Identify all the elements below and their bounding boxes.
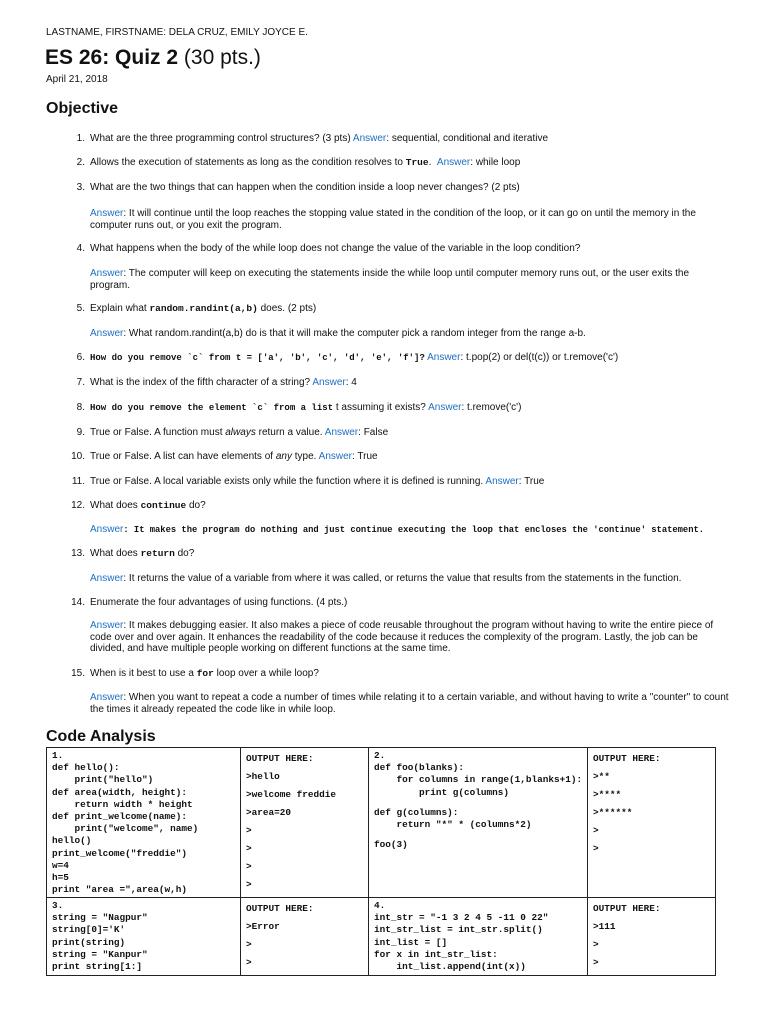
output-line: > <box>246 957 252 968</box>
answer-text: : while loop <box>470 157 521 168</box>
code-line: def print_welcome(name): <box>52 811 188 823</box>
answer-3 <box>90 208 730 231</box>
question-number: 13. <box>71 548 85 559</box>
output-header: OUTPUT HERE: <box>246 903 314 914</box>
code-line: 2. <box>374 750 386 761</box>
output-line: > <box>246 879 252 890</box>
answer-label: Answer <box>312 377 346 388</box>
answer-label: Answer <box>90 268 124 279</box>
output-line: >**** <box>593 789 622 800</box>
answer-label: Answer <box>90 692 124 703</box>
question-text: True or False. A function must <box>90 427 223 438</box>
code-cell-1 <box>47 748 241 898</box>
answer-4 <box>90 268 730 291</box>
code-line: int_list.append(int(x)) <box>374 961 526 973</box>
question-text: Allows the execution of statements as long as the condition resolves to <box>90 157 403 168</box>
question-number: 10. <box>71 451 85 462</box>
code-line <box>374 799 583 807</box>
question-number: 8. <box>76 402 85 413</box>
code-line: def foo(blanks): <box>374 762 465 774</box>
student-name-line: LASTNAME, FIRSTNAME: DELA CRUZ, EMILY JOYCE E. <box>46 27 308 38</box>
question-emphasis: always <box>225 427 256 438</box>
code-analysis-table <box>46 747 716 976</box>
objective-heading: Objective <box>46 100 119 117</box>
code-line: def area(width, height): <box>52 786 188 798</box>
question-number: 12. <box>71 500 85 511</box>
output-line: >hello <box>246 771 280 782</box>
output-line: > <box>246 939 252 950</box>
answer-text: : t.remove('c') <box>461 402 522 413</box>
output-line: >111 <box>593 921 616 932</box>
code-inline: return <box>140 548 175 559</box>
question-number: 15. <box>71 668 85 679</box>
output-line: > <box>593 939 599 950</box>
question-number: 5. <box>76 303 85 314</box>
code-inline: How do you remove the element `c` from a list <box>90 403 334 413</box>
code-line: h=5 <box>52 872 69 884</box>
page-title <box>45 46 261 70</box>
answer-12 <box>90 524 730 537</box>
output-header: OUTPUT HERE: <box>593 753 661 764</box>
answer-label: Answer <box>90 620 124 631</box>
code-line: def hello(): <box>52 762 120 774</box>
code-line: 4. <box>374 900 386 911</box>
code-inline: continue <box>140 500 187 511</box>
question-text: What are the two things that can happen when the condition inside a loop never changes? (2 pts) <box>90 182 520 193</box>
answer-label: Answer <box>318 451 353 462</box>
question-text: True or False. A local variable exists only while the function where it is defined is running. <box>90 476 484 487</box>
output-header: OUTPUT HERE: <box>593 903 661 914</box>
answer-label: Answer <box>90 328 124 339</box>
question-text: type. <box>294 451 317 462</box>
answer-text: : False <box>358 427 389 438</box>
question-text: . <box>428 157 432 168</box>
code-line: w=4 <box>52 859 69 871</box>
code-line: return "*" * (columns*2) <box>374 819 532 831</box>
output-line: > <box>246 843 252 854</box>
code-line: string = "Nagpur" <box>52 912 148 924</box>
question-text: What does <box>90 500 138 511</box>
output-header: OUTPUT HERE: <box>246 753 314 764</box>
question-text: t assuming it exists? <box>335 402 426 413</box>
question-number: 14. <box>71 597 85 608</box>
code-line: def g(columns): <box>374 806 459 818</box>
question-number: 7. <box>76 377 85 388</box>
code-line: for x in int_str_list: <box>374 948 498 960</box>
answer-text: : True <box>518 476 545 487</box>
code-inline: True <box>405 157 429 168</box>
answer-label: Answer <box>90 208 124 219</box>
question-text: Enumerate the four advantages of using functions. (4 pts.) <box>90 597 348 608</box>
question-text: True or False. A list can have elements of <box>90 451 274 462</box>
answer-label: Answer <box>427 352 461 363</box>
quiz-date: April 21, 2018 <box>46 74 108 85</box>
answer-label: Answer <box>324 427 359 438</box>
page-title-bold: ES 26: Quiz 2 <box>45 46 179 69</box>
output-cell-4 <box>588 898 716 976</box>
question-text: What happens when the body of the while loop does not change the value of the variable in the loop condition? <box>90 243 581 254</box>
question-number: 6. <box>76 352 85 363</box>
output-line: >Error <box>246 921 280 932</box>
code-cell-3 <box>47 898 241 976</box>
question-number: 1. <box>76 133 85 144</box>
code-line: int_list = [] <box>374 936 448 948</box>
code-line: for columns in range(1,blanks+1): <box>374 774 583 786</box>
answer-text: : It makes the program do nothing and just continue executing the loop that encloses the 'continue' statement. <box>123 525 705 535</box>
code-inline: How do you remove `c` from t = ['a', 'b', 'c', 'd', 'e', 'f']? <box>90 353 425 363</box>
answer-text: : The computer will keep on executing the statements inside the while loop until computer memory runs out, or the user exits the program. <box>90 268 690 291</box>
answer-label: Answer <box>485 476 519 487</box>
question-text: What are the three programming control structures? (3 pts) <box>90 133 351 144</box>
answer-text: : It will continue until the loop reaches the stopping value stated in the condition of the loop, or it can go on until the memory in the computer runs out, or you exit the program. <box>90 208 696 231</box>
output-line: >****** <box>593 807 633 818</box>
question-text: return a value. <box>258 427 323 438</box>
question-number: 4. <box>76 243 85 254</box>
question-text: does. (2 pts) <box>260 303 317 314</box>
answer-14 <box>90 620 730 655</box>
answer-label: Answer <box>90 524 124 535</box>
question-text: Explain what <box>90 303 147 314</box>
answer-label: Answer <box>428 402 462 413</box>
question-text: do? <box>177 548 195 559</box>
answer-13 <box>90 573 730 585</box>
output-line: > <box>593 825 599 836</box>
code-line: print("hello") <box>52 774 154 786</box>
question-text: What is the index of the fifth character of a string? <box>90 377 311 388</box>
output-line: >area=20 <box>246 807 292 818</box>
code-line: 1. <box>52 750 64 761</box>
output-line: > <box>246 825 252 836</box>
page-title-points: (30 pts.) <box>183 46 261 69</box>
question-number: 2. <box>76 157 85 168</box>
code-line: int_str_list = int_str.split() <box>374 924 543 936</box>
output-cell-2 <box>588 748 716 898</box>
code-line: int_str = "-1 3 2 4 5 -11 0 22" <box>374 912 549 924</box>
answer-label: Answer <box>436 157 471 168</box>
code-line: print string[1:] <box>52 961 143 973</box>
output-line: >** <box>593 771 610 782</box>
answer-label: Answer <box>90 573 124 584</box>
code-line: print "area =",area(w,h) <box>52 884 188 896</box>
code-analysis-heading: Code Analysis <box>46 728 156 745</box>
output-line: > <box>593 957 599 968</box>
code-line: string[0]='K' <box>52 924 126 936</box>
question-number: 9. <box>76 427 85 438</box>
answer-text: : It returns the value of a variable from where it was called, or returns the value that results from the statements in the function. <box>123 573 682 584</box>
code-inline: for <box>196 668 214 679</box>
answer-text: : It makes debugging easier. It also makes a piece of code reusable throughout the program without having to write the entire piece of code over and over again. It enhances the readability of the code because it reduces the complexity of the program. Lastly, the job can be divided, and have multiple people working on different functions at the same time. <box>90 620 714 654</box>
answer-text: : True <box>352 451 378 462</box>
answer-text: : t.pop(2) or del(t(c)) or t.remove('c') <box>460 352 619 363</box>
output-line: >welcome freddie <box>246 789 337 800</box>
code-line: return width * height <box>52 798 193 810</box>
answer-15 <box>90 692 730 715</box>
code-line <box>374 831 583 839</box>
output-line: > <box>246 861 252 872</box>
code-line: print(string) <box>52 936 126 948</box>
code-line: print_welcome("freddie") <box>52 847 188 859</box>
answer-5 <box>90 328 730 340</box>
code-cell-4 <box>369 898 588 976</box>
code-line: hello() <box>52 835 92 847</box>
code-line: foo(3) <box>374 839 408 851</box>
output-cell-3 <box>241 898 369 976</box>
question-text: do? <box>188 500 206 511</box>
code-line: print("welcome", name) <box>52 823 199 835</box>
code-line: string = "Kanpur" <box>52 948 148 960</box>
question-number: 11. <box>71 476 85 487</box>
question-text: When is it best to use a <box>90 668 194 679</box>
question-text: loop over a while loop? <box>216 668 319 679</box>
answer-label: Answer <box>352 133 387 144</box>
output-cell-1 <box>241 748 369 898</box>
answer-text: : When you want to repeat a code a number of times while relating it to a certain variable, and without having to write a "counter" to count the times it already repeated the code like in while loop. <box>90 692 729 715</box>
output-line: > <box>593 843 599 854</box>
code-cell-2 <box>369 748 588 898</box>
question-text: What does <box>90 548 138 559</box>
answer-text: : 4 <box>345 377 357 388</box>
code-line: 3. <box>52 900 64 911</box>
code-line: print g(columns) <box>374 786 510 798</box>
code-inline: random.randint(a,b) <box>149 303 258 314</box>
answer-text: : sequential, conditional and iterative <box>386 133 549 144</box>
answer-text: : What random.randint(a,b) do is that it will make the computer pick a random integer from the range a-b. <box>123 328 586 339</box>
question-number: 3. <box>76 182 85 193</box>
question-emphasis: any <box>275 451 292 462</box>
